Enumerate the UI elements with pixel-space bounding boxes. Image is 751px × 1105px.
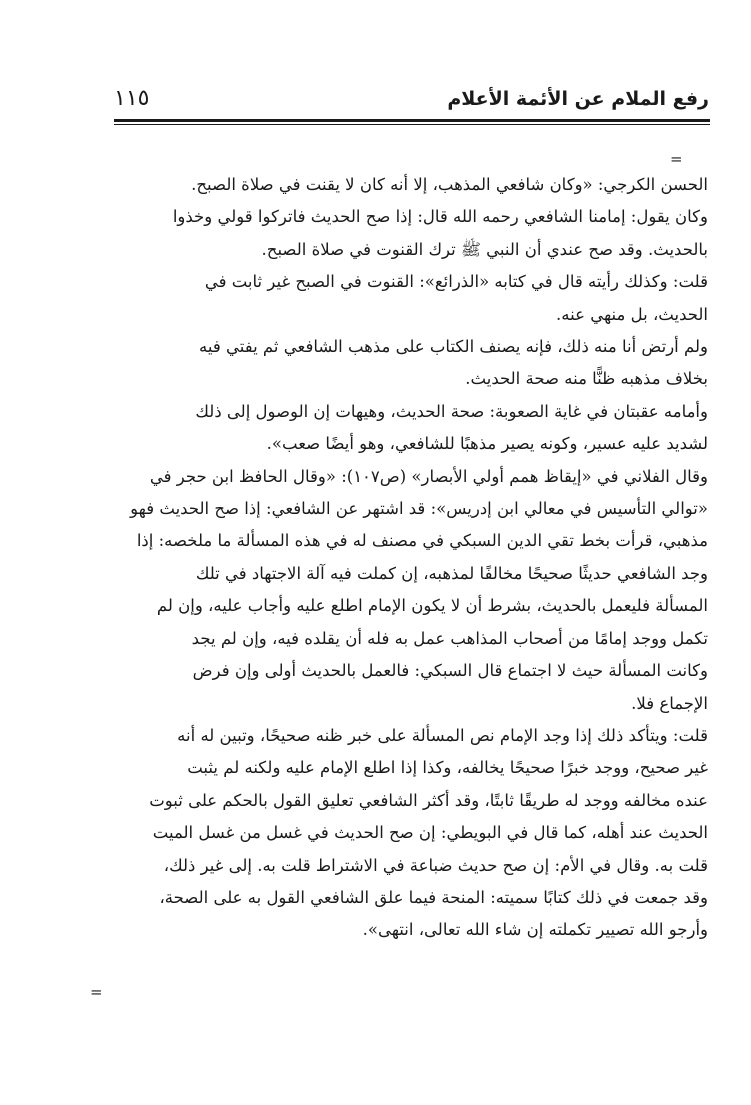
text-line: وكان يقول: إمامنا الشافعي رحمه الله قال: إذا صح الحديث فاتركوا قولي وخذوا [172,207,708,227]
text-line: قلت به. وقال في الأم: إن صح حديث ضباعة في الاشتراط قلت به. إلى غير ذلك، [163,855,708,875]
body-text [93,169,708,947]
text-line: مذهبي، قرأت بخط تقي الدين السبكي في مصنف له في هذه المسألة ما ملخصه: إذا [136,531,708,551]
header-rule-thin [114,124,710,125]
text-line: قلت: وكذلك رأيته قال في كتابه «الذرائع»: القنوت في الصبح غير ثابت في [204,272,708,292]
text-line: الحسن الكرجي: «وكان شافعي المذهب، إلا أنه كان لا يقنت في صلاة الصبح. [191,175,708,194]
text-line: وكانت المسألة حيث لا اجتماع قال السبكي: فالعمل بالحديث أولى وإن فرض [192,661,708,681]
text-line: لشديد عليه عسير، وكونه يصير مذهبًا للشافعي، وهو أيضًا صعب». [266,434,708,454]
page-number: ١١٥ [114,86,150,111]
text-line: الحديث، بل منهي عنه. [556,304,708,324]
continuation-mark-top: = [670,150,683,168]
text-line: بالحديث. وقد صح عندي أن النبي ﷺ ترك القنوت في صلاة الصبح. [261,239,708,259]
text-line: وأرجو الله تصيير تكملته إن شاء الله تعالى، انتهى». [362,920,708,940]
text-line: قلت: ويتأكد ذلك إذا وجد الإمام نص المسألة على خبر ظنه صحيحًا، وتبين له أنه [177,725,708,745]
text-line: الحديث عند أهله، كما قال في البويطي: إن صح الحديث في غسل من غسل الميت [152,823,708,843]
text-line: وأمامه عقبتان في غاية الصعوبة: صحة الحديث، وهيهات إن الوصول إلى ذلك [195,401,708,421]
text-line: المسألة فليعمل بالحديث، بشرط أن لا يكون الإمام اطلع عليه وأجاب عليه، وإن لم [156,596,708,616]
text-line: غير صحيح، ووجد خبرًا صحيحًا يخالفه، وكذا إذا اطلع الإمام عليه ولكنه لم يثبت [187,758,708,778]
text-line: «توالي التأسيس في معالي ابن إدريس»: قد اشتهر عن الشافعي: إذا صح الحديث فهو [130,499,708,519]
text-line: ولم أرتض أنا منه ذلك، فإنه يصنف الكتاب على مذهب الشافعي ثم يفتي فيه [199,337,708,357]
text-line: الإجماع فلا. [631,693,708,713]
text-line: وقد جمعت في ذلك كتابًا سميته: المنحة فيما علق الشافعي القول به على الصحة، [159,887,708,907]
continuation-mark-bottom: = [90,983,103,1001]
header-rule-thick [114,119,710,122]
text-line: عنده مخالفه ووجد له طريقًا ثابتًا، وقد أكثر الشافعي تعليق القول بالحكم على ثبوت [149,790,708,810]
page-header [114,84,709,118]
text-line: بخلاف مذهبه ظنًّا منه صحة الحديث. [465,369,708,389]
text-line: تكمل ووجد إمامًا من أصحاب المذاهب عمل به فله أن يقلده فيه، وإن لم يجد [191,628,708,648]
text-line: وقال الفلاني في «إيقاظ همم أولي الأبصار» (ص١٠٧): «وقال الحافظ ابن حجر في [149,466,708,486]
running-title: رفع الملام عن الأئمة الأعلام [447,88,709,110]
text-line: وجد الشافعي حديثًا صحيحًا مخالفًا لمذهبه، إن كملت فيه آلة الاجتهاد في تلك [195,563,708,583]
